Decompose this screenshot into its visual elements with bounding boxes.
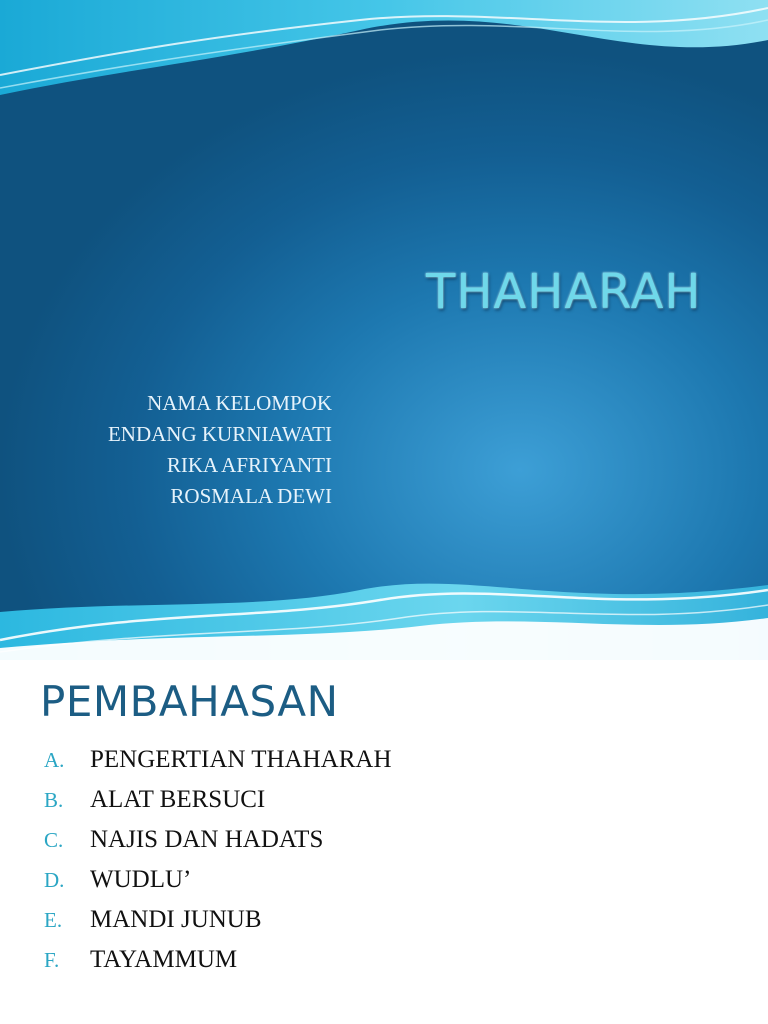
list-item-label: TAYAMMUM: [90, 946, 238, 973]
list-item: [44, 780, 392, 820]
list-marker: E.: [44, 907, 63, 932]
content-slide: [0, 660, 768, 1024]
list-item-label: ALAT BERSUCI: [90, 786, 266, 813]
group-member-list: [108, 388, 332, 512]
list-marker: D.: [44, 867, 65, 892]
list-item: [44, 820, 392, 860]
subtitle-line: RIKA AFRIYANTI: [166, 453, 332, 477]
list-marker: C.: [44, 827, 64, 852]
list-item: [44, 740, 392, 780]
subtitle-line: NAMA KELOMPOK: [147, 391, 332, 415]
list-item-label: NAJIS DAN HADATS: [90, 826, 324, 853]
list-item: [44, 860, 392, 900]
list-item-label: WUDLU’: [90, 866, 192, 893]
topic-list: [44, 740, 392, 980]
list-marker: B.: [44, 787, 64, 812]
list-marker: A.: [44, 747, 65, 772]
list-item-label: MANDI JUNUB: [90, 906, 262, 933]
subtitle-line: ROSMALA DEWI: [170, 484, 332, 508]
presentation-title: THAHARAH: [426, 264, 702, 320]
list-item-label: PENGERTIAN THAHARAH: [90, 746, 392, 773]
list-item: [44, 940, 392, 980]
slide-heading: PEMBAHASAN: [40, 677, 339, 726]
list-item: [44, 900, 392, 940]
subtitle-line: ENDANG KURNIAWATI: [107, 422, 332, 446]
list-marker: F.: [44, 947, 60, 972]
